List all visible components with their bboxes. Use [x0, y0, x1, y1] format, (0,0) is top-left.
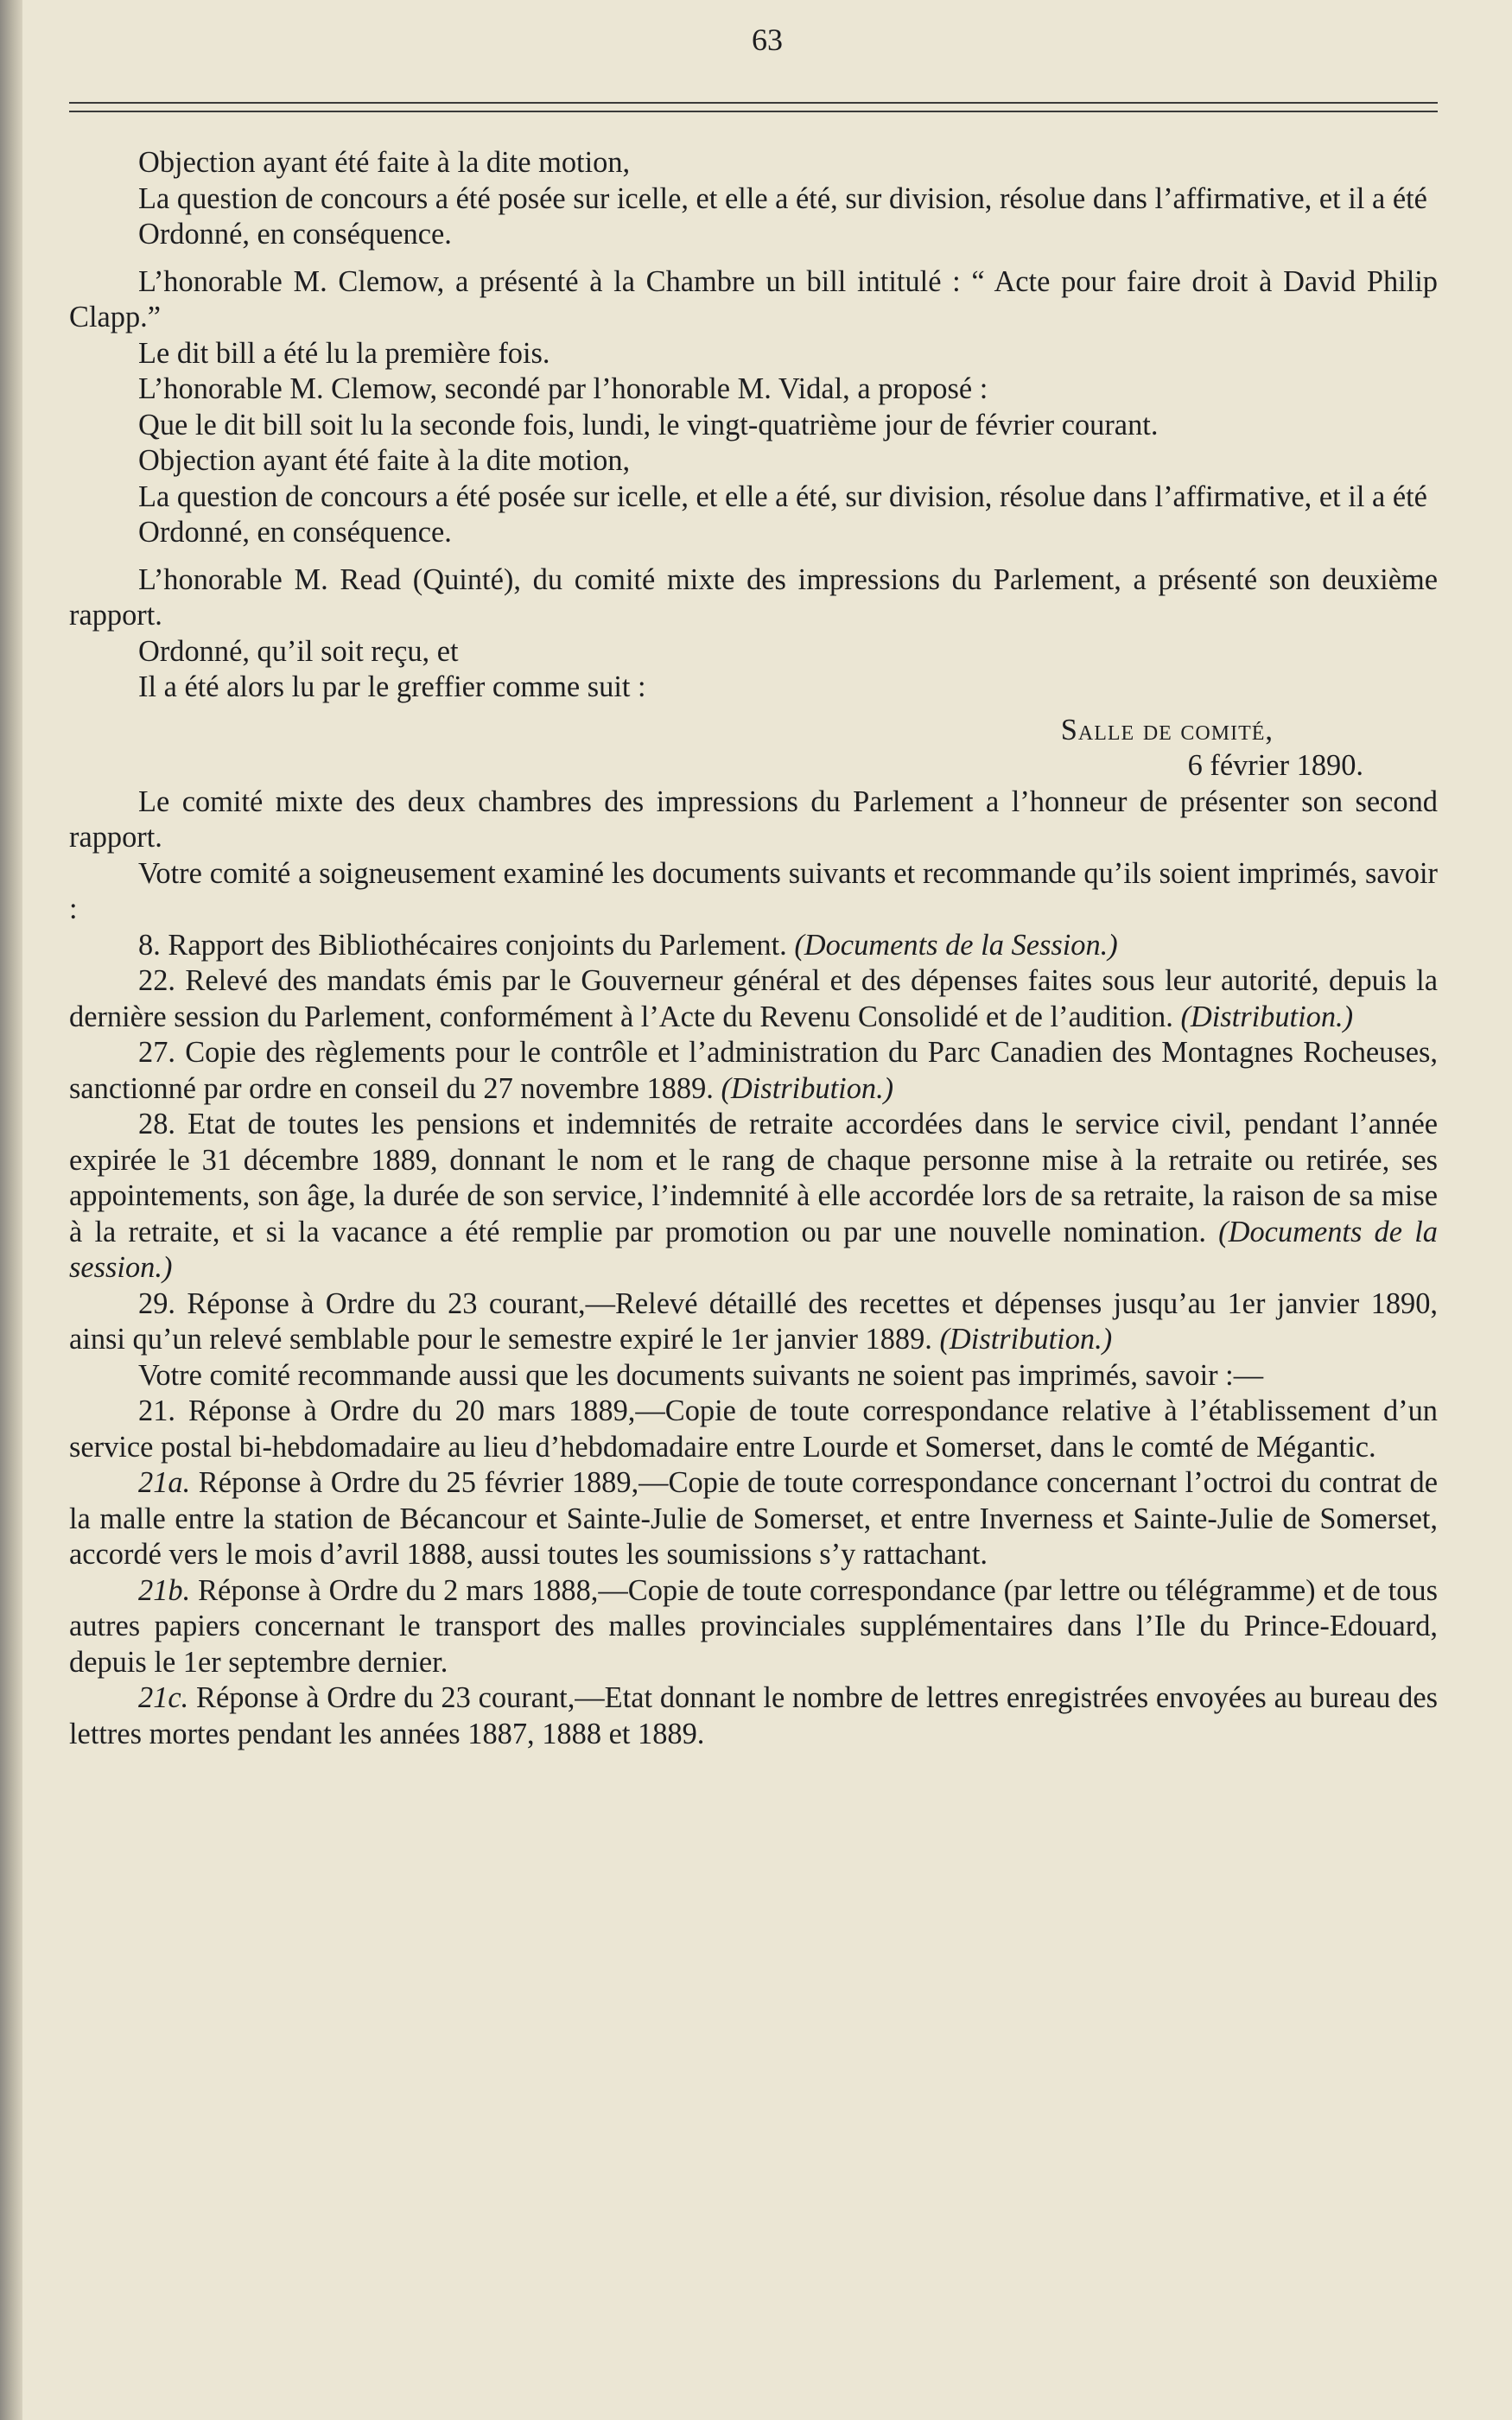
report-recommendation: Votre comité recommande aussi que les documents suivants ne soient pas imprimés, savoir :— [138, 1358, 1264, 1392]
paragraph: L’honorable M. Read (Quinté), du comité mixte des impressions du Parlement, a présenté son deuxième rapport. [69, 562, 1438, 632]
header-rule-top [69, 102, 1438, 104]
paragraph: Le dit bill a été lu la première fois. [138, 336, 550, 370]
item-number: 21c. [138, 1681, 189, 1714]
report-intro: Le comité mixte des deux chambres des impressions du Parlement a l’honneur de présenter son second rapport. [69, 784, 1438, 854]
document-page [22, 0, 1512, 2420]
page-number: 63 [752, 22, 783, 57]
document-item-21a [69, 1465, 1438, 1573]
item-text: 27. Copie des règlements pour le contrôle et l’administration du Parc Canadien des Montagnes Rocheuses, sanctionné par ordre en conseil du 27 novembre 1889. [69, 1036, 1438, 1105]
paragraph: L’honorable M. Clemow, a présenté à la Chambre un bill intitulé : “ Acte pour faire droit à David Philip Clapp.” [69, 264, 1438, 333]
item-text: 8. Rapport des Bibliothécaires conjoints du Parlement. [138, 928, 795, 962]
paragraph: Objection ayant été faite à la dite motion, [138, 444, 631, 477]
document-item-8 [69, 928, 1438, 964]
item-reference: (Distribution.) [1180, 1000, 1354, 1033]
item-reference: (Distribution.) [721, 1071, 894, 1105]
item-reference: (Distribution.) [939, 1323, 1113, 1356]
header-rule-bottom [69, 111, 1438, 112]
paragraph: Il a été alors lu par le greffier comme suit : [138, 670, 646, 703]
item-reference: (Documents de la session.) [69, 1215, 1438, 1284]
paragraph: La question de concours a été posée sur icelle, et elle a été, sur division, résolue dans l’affirmative, et il a été [138, 480, 1427, 513]
document-item-21c [69, 1680, 1438, 1752]
document-item-27 [69, 1035, 1438, 1107]
report-date: 6 février 1890. [1187, 749, 1363, 782]
paragraph: Ordonné, en conséquence. [138, 516, 452, 549]
item-number: 21b. [138, 1573, 191, 1607]
paragraph: L’honorable M. Clemow, secondé par l’honorable M. Vidal, a proposé : [138, 372, 988, 405]
item-reference: (Documents de la Session.) [794, 928, 1118, 962]
paragraph: Que le dit bill soit lu la seconde fois, lundi, le vingt-quatrième jour de février courant. [138, 408, 1159, 441]
book-binding-edge [0, 0, 22, 2420]
item-text: 22. Relevé des mandats émis par le Gouverneur général et des dépenses faites sous leur autorité, depuis la dernière session du Parlement, conformément à l’Acte du Revenu Consolidé et de l’audition. [69, 964, 1438, 1033]
item-number: 21a. [138, 1466, 191, 1499]
paragraph: La question de concours a été posée sur icelle, et elle a été, sur division, résolue dans l’affirmative, et il a été [138, 181, 1427, 215]
report-location: Salle de comité, [1060, 713, 1274, 746]
paragraph: Objection ayant été faite à la dite motion, [138, 146, 631, 179]
document-item-21: 21. Réponse à Ordre du 20 mars 1889,—Copie de toute correspondance relative à l’établissement d’un service postal bi-hebdomadaire au lieu d’hebdomadaire entre Lourde et Somerset, dans le comté de Mégantic. [69, 1394, 1438, 1464]
document-item-28 [69, 1107, 1438, 1286]
paragraph: Ordonné, qu’il soit reçu, et [138, 634, 459, 668]
page-body [69, 145, 1438, 1752]
paragraph: Ordonné, en conséquence. [138, 218, 452, 251]
document-item-29 [69, 1286, 1438, 1358]
item-text: Réponse à Ordre du 25 février 1889,—Copie de toute correspondance concernant l’octroi du contrat de la malle entre la station de Bécancour et Sainte-Julie de Somerset, et entre Inverness et Sainte-Julie de Somerset, accordé vers le mois d’avril 1888, aussi toutes les soumissions s’y rattachant. [69, 1466, 1438, 1571]
item-text: 29. Réponse à Ordre du 23 courant,—Relevé détaillé des recettes et dépenses jusqu’au 1er janvier 1890, ainsi qu’un relevé semblable pour le semestre expiré le 1er janvier 1889. [69, 1286, 1438, 1356]
item-text: Réponse à Ordre du 2 mars 1888,—Copie de toute correspondance (par lettre ou télégramme) et de tous autres papiers concernant le transport des malles provinciales supplémentaires dans l’Ile du Prince-Edouard, depuis le 1er septembre dernier. [69, 1573, 1438, 1679]
document-item-22 [69, 963, 1438, 1035]
item-text: 28. Etat de toutes les pensions et indemnités de retraite accordées dans le service civil, pendant l’année expirée le 31 décembre 1889, donnant le nom et le rang de chaque personne mise à la retraite ou retirée, ses appointements, son âge, la durée de son service, l’indemnité à elle accordée lors de sa retraite, la raison de sa mise à la retraite, et si la vacance a été remplie par promotion ou par une nouvelle nomination. [69, 1108, 1438, 1248]
document-item-21b [69, 1573, 1438, 1681]
report-intro: Votre comité a soigneusement examiné les documents suivants et recommande qu’ils soient imprimés, savoir : [69, 856, 1438, 925]
item-text: Réponse à Ordre du 23 courant,—Etat donnant le nombre de lettres enregistrées envoyées au bureau des lettres mortes pendant les années 1887, 1888 et 1889. [69, 1681, 1438, 1750]
